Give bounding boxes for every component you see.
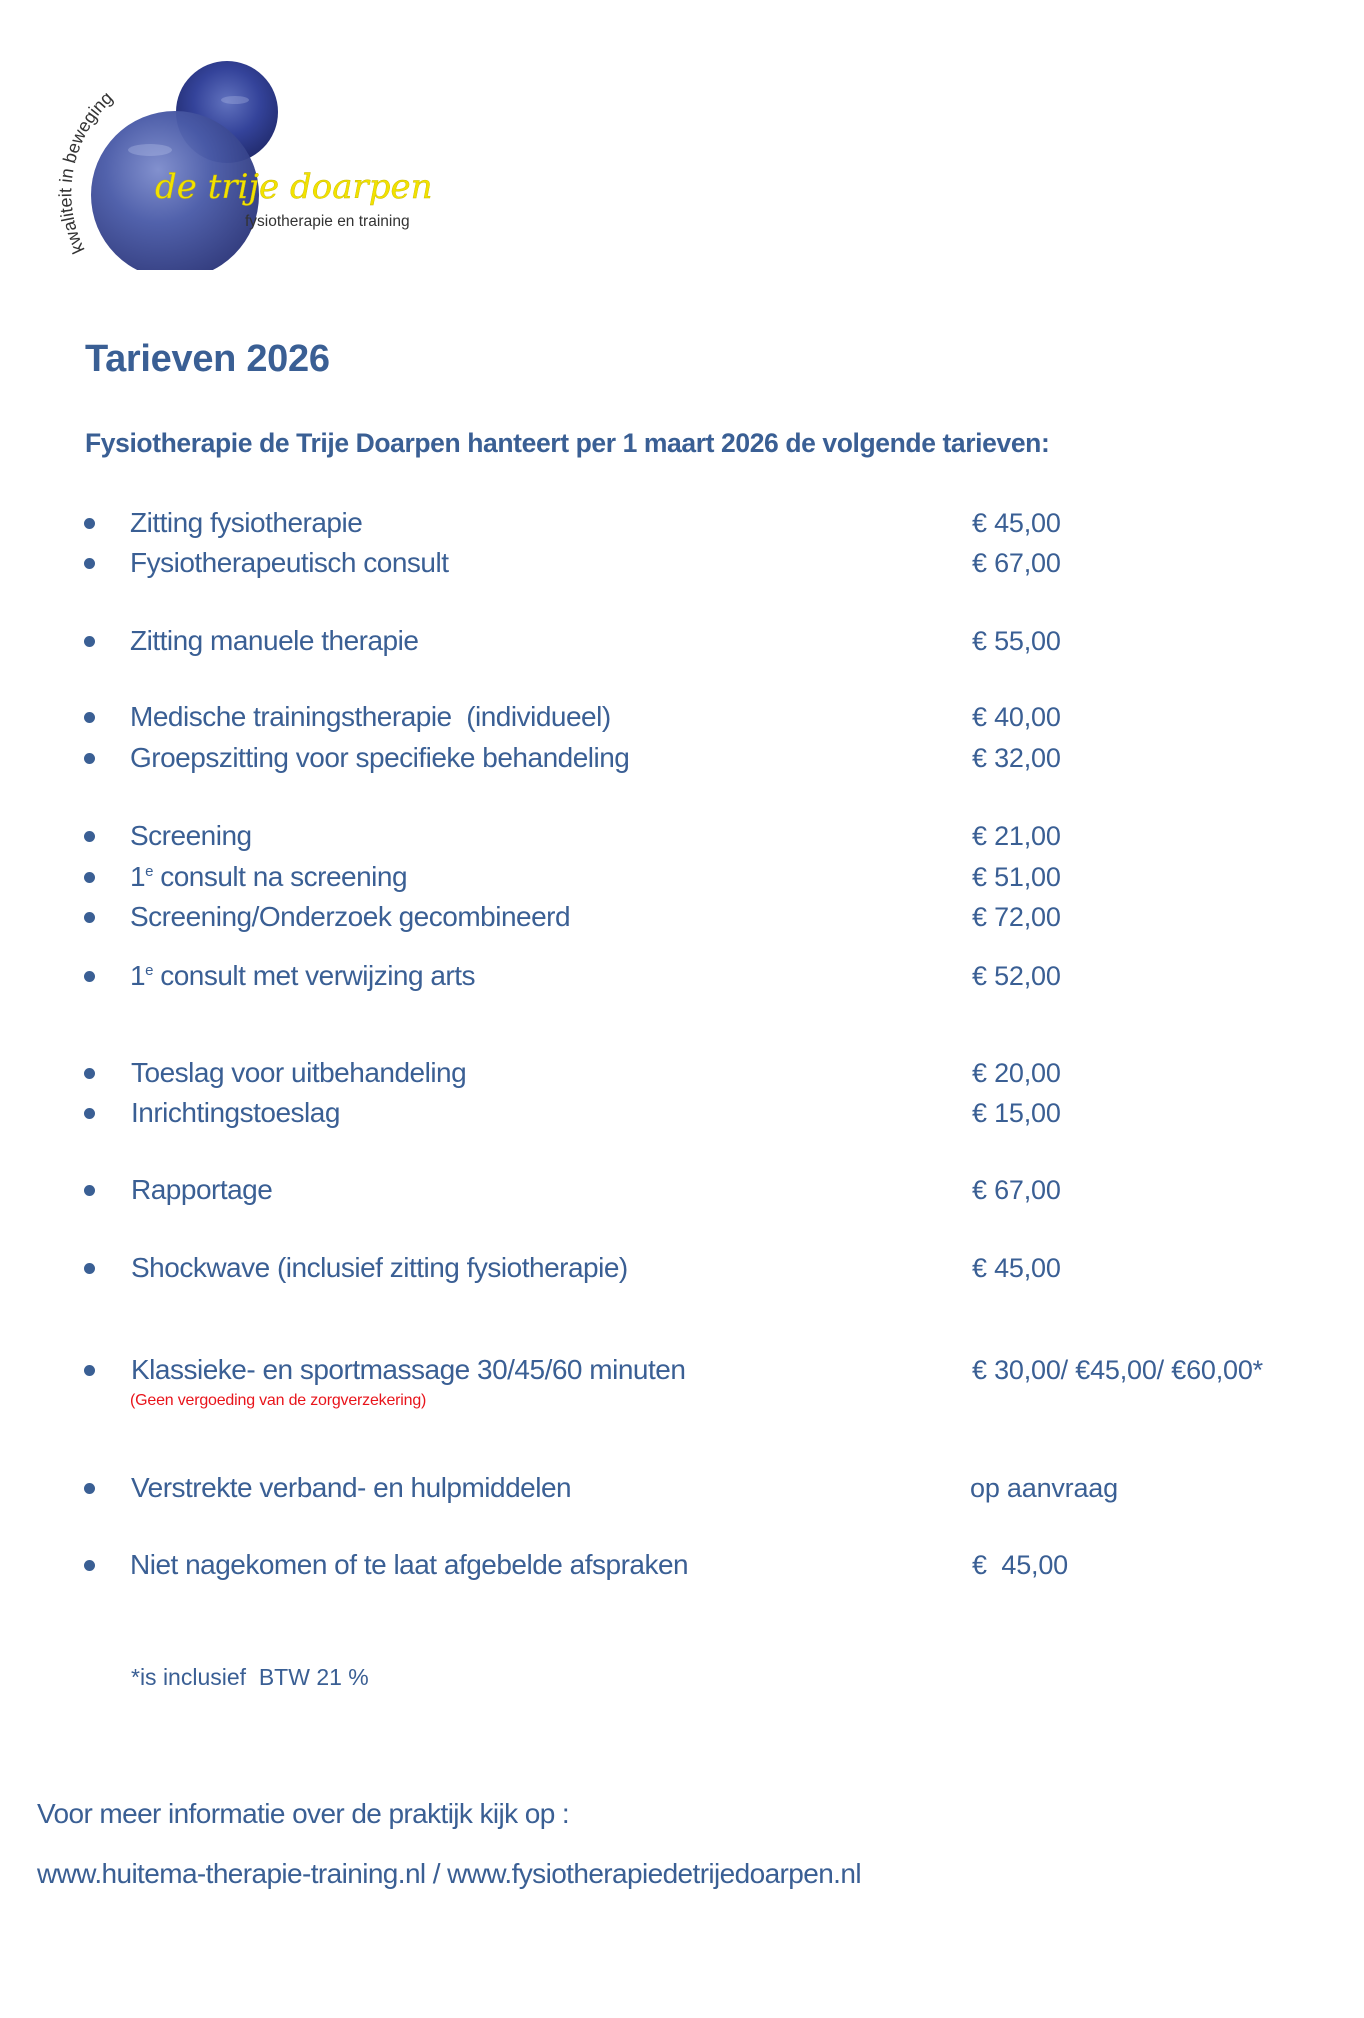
bullet-icon xyxy=(84,831,95,842)
tariff-price: € 55,00 xyxy=(972,626,1061,656)
tariff-label: Fysiotherapeutisch consult xyxy=(130,547,449,578)
insurance-note: (Geen vergoeding van de zorgverzekering) xyxy=(130,1392,427,1409)
tariff-label-text: consult na screening xyxy=(152,861,408,892)
tariff-price: op aanvraag xyxy=(970,1473,1118,1503)
tariff-label: Niet nagekomen of te laat afgebelde afspraken xyxy=(130,1549,689,1580)
tariff-label: Klassieke- en sportmassage 30/45/60 minuten xyxy=(131,1354,686,1385)
tariff-label: Rapportage xyxy=(131,1174,273,1205)
bullet-icon xyxy=(84,912,95,923)
bullet-icon xyxy=(84,1185,95,1196)
tariff-row xyxy=(0,1053,1364,1093)
bullet-icon xyxy=(84,1560,95,1571)
tariff-price: € 67,00 xyxy=(972,548,1061,578)
tariff-price: € 40,00 xyxy=(972,702,1061,732)
logo-subtitle: fysiotherapie en training xyxy=(245,213,410,230)
tariff-label xyxy=(130,857,407,897)
tariff-label: Inrichtingstoeslag xyxy=(131,1097,340,1128)
bullet-icon xyxy=(84,753,95,764)
tariff-row xyxy=(0,697,1364,737)
tariff-price: € 51,00 xyxy=(972,862,1061,892)
tariff-label: Screening/Onderzoek gecombineerd xyxy=(130,901,571,932)
tariff-row xyxy=(0,1468,1364,1508)
bullet-icon xyxy=(84,712,95,723)
bullet-icon xyxy=(84,1365,95,1376)
website-link-trije-doarpen[interactable]: www.fysiotherapiedetrijedoarpen.nl xyxy=(447,1858,861,1889)
tariff-label xyxy=(130,956,475,996)
tariff-label: Zitting manuele therapie xyxy=(130,625,419,656)
more-info-text: Voor meer informatie over de praktijk kijk op : xyxy=(37,1798,570,1829)
tariff-price: € 45,00 xyxy=(972,1253,1061,1283)
tariff-price: € 15,00 xyxy=(972,1098,1061,1128)
bullet-icon xyxy=(84,1263,95,1274)
tariff-row xyxy=(0,1350,1364,1390)
logo xyxy=(55,50,455,270)
logo-graphic xyxy=(55,50,455,270)
tariff-row xyxy=(0,1545,1364,1585)
bullet-icon xyxy=(84,558,95,569)
tariff-price: € 52,00 xyxy=(972,961,1061,991)
tariff-row xyxy=(0,857,1364,897)
bullet-icon xyxy=(84,1108,95,1119)
tariff-price: € 45,00 xyxy=(972,508,1061,538)
tariff-label: Shockwave (inclusief zitting fysiotherapie) xyxy=(131,1252,628,1283)
tariff-label-text: consult met verwijzing arts xyxy=(152,960,476,991)
tariff-price: € 67,00 xyxy=(972,1175,1061,1205)
logo-brand: de trije doarpen xyxy=(155,167,433,207)
tariff-price: € 21,00 xyxy=(972,821,1061,851)
bullet-icon xyxy=(84,971,95,982)
tariff-row xyxy=(0,897,1364,937)
website-link-huitema[interactable]: www.huitema-therapie-training.nl xyxy=(37,1858,426,1889)
vat-footnote: *is inclusief BTW 21 % xyxy=(131,1664,369,1690)
tariff-row xyxy=(0,621,1364,661)
bullet-icon xyxy=(84,872,95,883)
tariff-label: Groepszitting voor specifieke behandeling xyxy=(130,742,630,773)
tariff-row xyxy=(0,503,1364,543)
tariff-label: Verstrekte verband- en hulpmiddelen xyxy=(131,1472,572,1503)
tariff-price: € 32,00 xyxy=(972,743,1061,773)
bullet-icon xyxy=(84,636,95,647)
tariff-label: Medische trainingstherapie (individueel) xyxy=(130,701,611,732)
tariff-price: € 72,00 xyxy=(972,902,1061,932)
tariff-price: € 30,00/ €45,00/ €60,00* xyxy=(972,1355,1263,1385)
tariff-row xyxy=(0,816,1364,856)
ordinal-number: 1 xyxy=(130,861,146,892)
ordinal-number: 1 xyxy=(130,960,146,991)
intro-heading: Fysiotherapie de Trije Doarpen hanteert per 1 maart 2026 de volgende tarieven: xyxy=(85,428,1050,458)
tariff-row xyxy=(0,738,1364,778)
tariff-label: Zitting fysiotherapie xyxy=(130,507,363,538)
tariff-row xyxy=(0,1170,1364,1210)
link-separator: / xyxy=(425,1858,448,1889)
ordinal-suffix: e xyxy=(145,863,153,880)
ordinal-suffix: e xyxy=(145,962,153,979)
tariff-row xyxy=(0,1248,1364,1288)
logo-tagline: kwaliteit in beweging xyxy=(55,87,117,257)
website-links xyxy=(37,1858,861,1890)
bullet-icon xyxy=(84,518,95,529)
tariff-label: Screening xyxy=(130,820,252,851)
tariff-label: Toeslag voor uitbehandeling xyxy=(131,1057,467,1088)
bullet-icon xyxy=(84,1068,95,1079)
tariff-row xyxy=(0,956,1364,996)
tariff-row xyxy=(0,543,1364,583)
page-title: Tarieven 2026 xyxy=(85,338,330,380)
bullet-icon xyxy=(84,1483,95,1494)
tariff-price: € 20,00 xyxy=(972,1058,1061,1088)
tariff-row xyxy=(0,1093,1364,1133)
tariff-price: € 45,00 xyxy=(972,1550,1068,1580)
